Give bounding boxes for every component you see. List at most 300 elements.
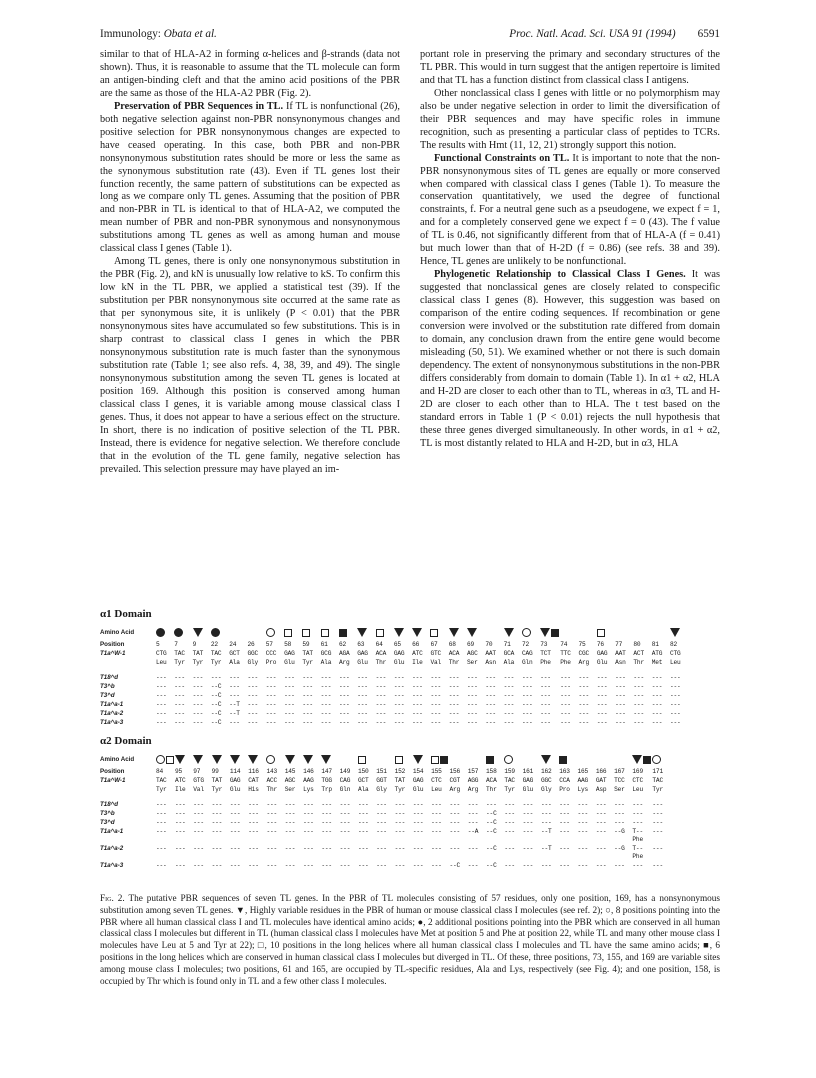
amino-acid: Tyr <box>174 658 185 666</box>
sequence-cell: --- <box>485 673 496 681</box>
sequence-cell: --- <box>338 691 350 699</box>
empty-cell <box>175 853 193 861</box>
sequence-cell: --- <box>540 800 552 808</box>
running-head-left: Immunology: Obata et al. <box>100 28 217 40</box>
row-label <box>100 658 156 667</box>
sequence-cell: --- <box>229 809 241 817</box>
sequence-cell: --- <box>339 818 351 826</box>
codon: ATG <box>651 649 663 657</box>
figure-caption <box>100 894 720 988</box>
sequence-cell: --- <box>521 691 533 699</box>
running-head-right <box>509 28 720 40</box>
sequence-cell: --- <box>265 691 277 699</box>
sequence-cell: --- <box>633 709 644 717</box>
sequence-cell: --- <box>412 827 424 835</box>
sequence-cell: --- <box>229 673 240 681</box>
residue-marker <box>541 753 559 767</box>
sequence-cell: --- <box>156 827 167 835</box>
sequence-cell: --- <box>467 691 478 699</box>
sequence-cell: --- <box>210 673 222 681</box>
codon: CGT <box>449 776 460 784</box>
sequence-cell: --- <box>266 818 278 826</box>
empty-cell <box>468 853 486 861</box>
tri-marker-icon <box>632 755 642 764</box>
sequence-cell: --- <box>633 700 644 708</box>
sequence-cell: --C <box>486 818 497 826</box>
running-head <box>100 28 720 44</box>
residue-marker <box>284 626 302 640</box>
tri-marker-icon <box>285 755 295 764</box>
amino-acid: Tyr <box>192 658 204 666</box>
sequence-cell: --- <box>357 718 368 726</box>
position-number: 24 <box>229 640 237 648</box>
sequence-cell: --- <box>485 718 496 726</box>
amino-acid: Arg <box>467 785 479 793</box>
sequence-cell: --- <box>633 682 644 690</box>
residue-marker <box>357 626 375 640</box>
codon: TAC <box>504 776 515 784</box>
codon: AGC <box>467 649 478 657</box>
codon: CAT <box>248 776 259 784</box>
sequence-cell: --- <box>540 818 552 826</box>
position-number: 66 <box>412 640 420 648</box>
sequence-cell: --T <box>229 709 240 717</box>
amino-acid: Ser <box>284 785 296 793</box>
empty-cell <box>449 836 467 844</box>
codon: ATC <box>412 649 423 657</box>
amino-acid: Pro <box>559 785 570 793</box>
sequence-cell: --- <box>670 700 681 708</box>
amino-acid: Ser <box>614 785 625 793</box>
empty-cell <box>541 853 559 861</box>
codon: GAT <box>595 776 607 784</box>
sequence-cell: --- <box>540 700 551 708</box>
amino-acid: Gln <box>339 785 351 793</box>
sequence-cell: --- <box>577 861 589 869</box>
sequence-cell: --- <box>467 682 478 690</box>
sequence-cell: --- <box>394 818 406 826</box>
sequence-cell: --- <box>449 818 460 826</box>
residue-marker <box>485 626 503 640</box>
sequence-cell: --- <box>503 709 515 717</box>
sequence-cell: --- <box>412 718 423 726</box>
sequence-cell: --- <box>578 700 590 708</box>
residue-marker <box>430 626 448 640</box>
position-number: 169 <box>632 767 643 775</box>
position-number: 116 <box>248 767 259 775</box>
square-open-marker-icon <box>431 756 439 764</box>
empty-cell <box>266 836 284 844</box>
residue-marker <box>449 753 467 767</box>
empty-cell <box>230 836 248 844</box>
position-number: 9 <box>192 640 197 648</box>
circle-open-marker-icon <box>266 755 275 764</box>
sequence-cell: --- <box>174 700 185 708</box>
amino-acid: Thr <box>633 658 644 666</box>
sequence-cell: --- <box>320 700 332 708</box>
sequence-cell: --- <box>467 709 478 717</box>
sequence-cell: --- <box>265 718 277 726</box>
residue-marker <box>560 626 578 640</box>
row-label: T1a^W-1 <box>100 776 126 784</box>
substitution-note: Phe <box>632 836 643 843</box>
gene-label: T3^d <box>100 691 115 699</box>
tri-marker-icon <box>212 755 222 764</box>
amino-acid: Tyr <box>652 785 663 793</box>
residue-marker <box>247 626 265 640</box>
sequence-cell: --- <box>503 718 515 726</box>
position-number: 154 <box>412 767 424 775</box>
codon: GAG <box>284 649 295 657</box>
sequence-cell: --- <box>430 673 441 681</box>
sequence-cell: --- <box>448 682 460 690</box>
position-number: 95 <box>175 767 183 775</box>
residue-marker <box>413 753 431 767</box>
position-number: 156 <box>449 767 460 775</box>
alpha1-sequence-table <box>100 626 688 727</box>
gene-label: T1a^a-1 <box>100 827 124 835</box>
sequence-cell: --- <box>174 682 185 690</box>
sequence-cell: --- <box>284 718 295 726</box>
sequence-cell: --- <box>615 673 626 681</box>
circle-open-marker-icon <box>652 755 661 764</box>
sequence-cell: --- <box>670 673 681 681</box>
sequence-cell: --- <box>357 709 368 717</box>
circle-open-marker-icon <box>266 628 275 637</box>
sequence-cell: --- <box>229 818 241 826</box>
codon: TAT <box>394 776 406 784</box>
sequence-cell: --- <box>431 827 442 835</box>
sequence-cell: --- <box>211 818 223 826</box>
tri-marker-icon <box>670 628 680 637</box>
sequence-cell: --- <box>431 844 442 852</box>
codon: CTG <box>670 649 681 657</box>
sequence-cell: --- <box>303 844 314 852</box>
sequence-cell: --- <box>596 700 608 708</box>
sequence-cell: --- <box>412 691 423 699</box>
sequence-cell: --- <box>430 700 441 708</box>
position-number: 143 <box>266 767 278 775</box>
codon: CCC <box>265 649 277 657</box>
sequence-cell: --- <box>559 844 570 852</box>
sequence-cell: --- <box>266 827 278 835</box>
square-filled-marker-icon <box>486 756 494 764</box>
tri-marker-icon <box>175 755 185 764</box>
codon: CTG <box>156 649 167 657</box>
sequence-cell: --- <box>266 800 278 808</box>
codon: TAC <box>652 776 663 784</box>
paragraph: Among TL genes, there is only one nonsynonymous substitution in the PBR (Fig. 2), and kN is unusually low relative to kS. To confirm this low kN in the TL PBR, we applied a statistical test (39). If the substitution per PBR nonsynonymous site occurred at the same rate as that per synonymous site, it is unlikely (P < 0.01) that the PBR nonsynonymous sites have accumulated so few substitutions. This is in sharp contrast to classical class I genes in which the PBR nonsynonymous substitution rate is much faster than the synonymous substitution rate (Table 1; see also refs. 4, 38, 39, and 49). The single nonsynonymous substitution among the seven TL genes is located at position 169. Although this position is conserved among human classical class I genes, it is variable among mouse classical class I genes. Thus, it does not appear to have a serious effect on the structure. In short, there is no indication of positive selection of the TL PBR. Instead, there is evidence for negative selection. We therefore conclude that in the evolution of the TL gene family, negative selection has prevailed. This selection pressure may have played an im- <box>100 256 400 475</box>
empty-cell <box>376 836 394 844</box>
sequence-cell: --- <box>248 809 259 817</box>
position-number: 158 <box>486 767 497 775</box>
sequence-cell: --- <box>577 800 589 808</box>
codon: TGG <box>321 776 332 784</box>
residue-marker <box>504 753 522 767</box>
sequence-cell: --- <box>357 809 369 817</box>
sequence-cell: --- <box>431 818 442 826</box>
sequence-cell: --- <box>247 691 259 699</box>
sequence-cell: --- <box>670 682 681 690</box>
sequence-cell: --- <box>595 861 607 869</box>
codon: CTC <box>431 776 442 784</box>
sequence-cell: --- <box>192 718 204 726</box>
sequence-cell: --- <box>175 818 186 826</box>
sequence-cell: --- <box>303 809 314 817</box>
position-number: 145 <box>284 767 296 775</box>
sequence-cell: --- <box>578 718 590 726</box>
sequence-cell: --- <box>412 800 424 808</box>
codon: GAG <box>522 776 534 784</box>
amino-acid: Asn <box>615 658 626 666</box>
codon: TAT <box>211 776 223 784</box>
empty-cell <box>193 836 211 844</box>
position-number: 77 <box>615 640 623 648</box>
sequence-cell: --- <box>615 718 626 726</box>
sequence-cell: --- <box>394 844 406 852</box>
amino-acid: Leu <box>156 658 167 666</box>
sequence-cell: --G <box>614 827 625 835</box>
codon: GCG <box>320 649 332 657</box>
amino-acid: Leu <box>670 658 681 666</box>
empty-cell <box>340 836 358 844</box>
amino-acid: Phe <box>560 658 571 666</box>
codon: AGA <box>338 649 350 657</box>
sequence-cell: --- <box>632 809 643 817</box>
sequence-cell: --- <box>393 673 405 681</box>
tri-marker-icon <box>321 755 331 764</box>
sequence-cell: --- <box>229 718 240 726</box>
sequence-cell: --- <box>321 809 332 817</box>
codon: ACA <box>448 649 460 657</box>
residue-marker <box>540 626 560 640</box>
sequence-cell: --- <box>375 700 387 708</box>
paragraph: Other nonclassical class I genes with little or no polymorphism may also be under negative selection in order to limit the diversification of their PBR sequences and may have specific roles in immune recognition, such as presenting a particular class of peptides to TCRs. The results with Hmt (11, 12, 21) strongly support this notion. <box>420 87 720 151</box>
sequence-cell: --- <box>560 682 571 690</box>
residue-marker <box>615 626 633 640</box>
circle-filled-marker-icon <box>174 628 183 637</box>
empty-cell <box>541 836 559 844</box>
sequence-cell: --- <box>412 809 424 817</box>
position-number: 151 <box>376 767 387 775</box>
sequence-cell: --- <box>540 682 551 690</box>
sequence-cell: --- <box>247 718 259 726</box>
sequence-cell: --- <box>266 861 278 869</box>
sequence-cell: --- <box>633 673 644 681</box>
sequence-cell: --- <box>448 718 460 726</box>
position-number: 64 <box>375 640 383 648</box>
sequence-cell: --- <box>156 673 167 681</box>
sequence-cell: --- <box>357 682 368 690</box>
gene-label: T1a^a-2 <box>100 709 124 717</box>
sequence-cell: --- <box>652 861 663 869</box>
amino-acid: His <box>248 785 259 793</box>
sequence-cell: --- <box>320 673 332 681</box>
sequence-cell: --- <box>338 700 350 708</box>
sequence-cell: --- <box>467 861 479 869</box>
amino-acid: Arg <box>338 658 350 666</box>
empty-cell <box>468 836 486 844</box>
sequence-cell: --- <box>248 827 259 835</box>
position-number: 5 <box>156 640 160 648</box>
sequence-cell: --- <box>540 809 552 817</box>
sequence-cell: --- <box>522 861 534 869</box>
sequence-cell: --- <box>321 827 332 835</box>
residue-marker <box>412 626 430 640</box>
sequence-cell: --- <box>412 861 424 869</box>
sequence-cell: --- <box>522 800 534 808</box>
position-number: 61 <box>320 640 328 648</box>
sequence-cell: --- <box>560 673 571 681</box>
tri-marker-icon <box>467 628 477 637</box>
empty-cell <box>559 853 577 861</box>
sequence-cell: --- <box>485 700 496 708</box>
empty-cell <box>395 836 413 844</box>
codon: CCA <box>559 776 570 784</box>
section-heading: Phylogenetic Relationship to Classical Class I Genes. <box>434 269 686 281</box>
sequence-cell: --- <box>670 691 681 699</box>
sequence-cell: --- <box>577 818 589 826</box>
empty-cell <box>431 853 449 861</box>
alpha2-sequence-table <box>100 753 671 870</box>
sequence-cell: --- <box>156 861 167 869</box>
codon: TAT <box>192 649 204 657</box>
sequence-cell: --- <box>284 800 296 808</box>
codon: CAG <box>521 649 533 657</box>
codon: GTG <box>193 776 204 784</box>
tri-marker-icon <box>449 628 459 637</box>
codon: GAG <box>229 776 241 784</box>
position-number: 163 <box>559 767 570 775</box>
sequence-cell: --- <box>412 700 423 708</box>
residue-marker <box>579 626 597 640</box>
empty-cell <box>321 853 339 861</box>
sequence-cell: --- <box>504 800 515 808</box>
codon: TTC <box>560 649 571 657</box>
sequence-cell: --- <box>156 691 167 699</box>
sequence-cell: --- <box>485 682 496 690</box>
codon: GGT <box>376 776 387 784</box>
residue-marker <box>156 753 175 767</box>
empty-cell <box>358 836 376 844</box>
sequence-cell: --- <box>430 709 441 717</box>
amino-acid: Arg <box>578 658 590 666</box>
sequence-cell: --C <box>210 700 222 708</box>
codon: CTC <box>632 776 643 784</box>
sequence-cell: --- <box>521 673 533 681</box>
empty-cell <box>596 836 614 844</box>
left-column <box>100 49 400 476</box>
sequence-cell: --C <box>210 691 222 699</box>
residue-marker <box>340 753 358 767</box>
sequence-cell: --- <box>431 861 442 869</box>
sequence-cell: --- <box>357 691 368 699</box>
sequence-cell: --- <box>560 718 571 726</box>
codon: TAC <box>174 649 185 657</box>
square-open-marker-icon <box>166 756 174 764</box>
sequence-cell: --- <box>284 682 295 690</box>
codon: AAG <box>303 776 314 784</box>
sequence-cell: --- <box>651 691 663 699</box>
sequence-cell: --- <box>577 809 589 817</box>
sequence-cell: --- <box>559 818 570 826</box>
sequence-cell: --- <box>485 709 496 717</box>
position-number: 68 <box>448 640 456 648</box>
circle-filled-marker-icon <box>156 628 165 637</box>
sequence-cell: --- <box>357 827 369 835</box>
amino-acid: Phe <box>540 658 551 666</box>
sequence-cell: --- <box>652 827 663 835</box>
gene-label: T18^d <box>100 673 119 681</box>
residue-marker <box>652 753 670 767</box>
residue-marker <box>211 626 229 640</box>
empty-cell <box>614 853 632 861</box>
residue-marker <box>596 753 614 767</box>
position-number: 159 <box>504 767 515 775</box>
sequence-cell: --- <box>247 682 259 690</box>
sequence-cell: --- <box>412 673 423 681</box>
sequence-cell: --- <box>193 844 204 852</box>
sequence-cell: --- <box>357 800 369 808</box>
sequence-cell: --T <box>540 827 552 835</box>
position-number: 166 <box>595 767 607 775</box>
empty-cell <box>395 853 413 861</box>
gene-label: T3^d <box>100 818 115 826</box>
amino-acid: Glu <box>522 785 534 793</box>
sequence-cell: --- <box>376 809 387 817</box>
empty-cell <box>413 853 431 861</box>
sequence-cell: --- <box>430 691 441 699</box>
amino-acid: Lys <box>577 785 589 793</box>
sequence-cell: --- <box>174 718 185 726</box>
sequence-cell: --- <box>393 700 405 708</box>
sequence-cell: --C <box>486 861 497 869</box>
position-number: 167 <box>614 767 625 775</box>
sequence-cell: --- <box>175 844 186 852</box>
sequence-cell: --- <box>321 800 332 808</box>
sequence-cell: --- <box>375 709 387 717</box>
empty-cell <box>486 836 504 844</box>
position-number: 80 <box>633 640 641 648</box>
sequence-cell: --- <box>339 861 351 869</box>
sequence-cell: --C <box>486 827 497 835</box>
position-number: 149 <box>339 767 351 775</box>
sequence-cell: --- <box>193 800 204 808</box>
residue-marker <box>266 626 284 640</box>
square-open-marker-icon <box>430 629 438 637</box>
amino-acid: Ser <box>467 658 478 666</box>
sequence-cell: --- <box>229 691 240 699</box>
sequence-cell: --- <box>412 682 423 690</box>
sequence-cell: --- <box>394 800 406 808</box>
sequence-cell: --- <box>448 700 460 708</box>
amino-acid: Tyr <box>302 658 313 666</box>
sequence-cell: --- <box>540 861 552 869</box>
sequence-cell: --- <box>320 691 332 699</box>
codon: ATC <box>175 776 186 784</box>
codon: ACA <box>486 776 497 784</box>
sequence-cell: --- <box>449 800 460 808</box>
residue-marker <box>376 626 394 640</box>
position-number: 72 <box>521 640 529 648</box>
amino-acid: Tyr <box>211 785 223 793</box>
amino-acid: Ala <box>229 658 240 666</box>
position-number: 65 <box>393 640 401 648</box>
page-number: 6591 <box>697 28 720 40</box>
empty-cell <box>578 836 596 844</box>
amino-acid: Pro <box>265 658 277 666</box>
empty-cell <box>652 853 670 861</box>
